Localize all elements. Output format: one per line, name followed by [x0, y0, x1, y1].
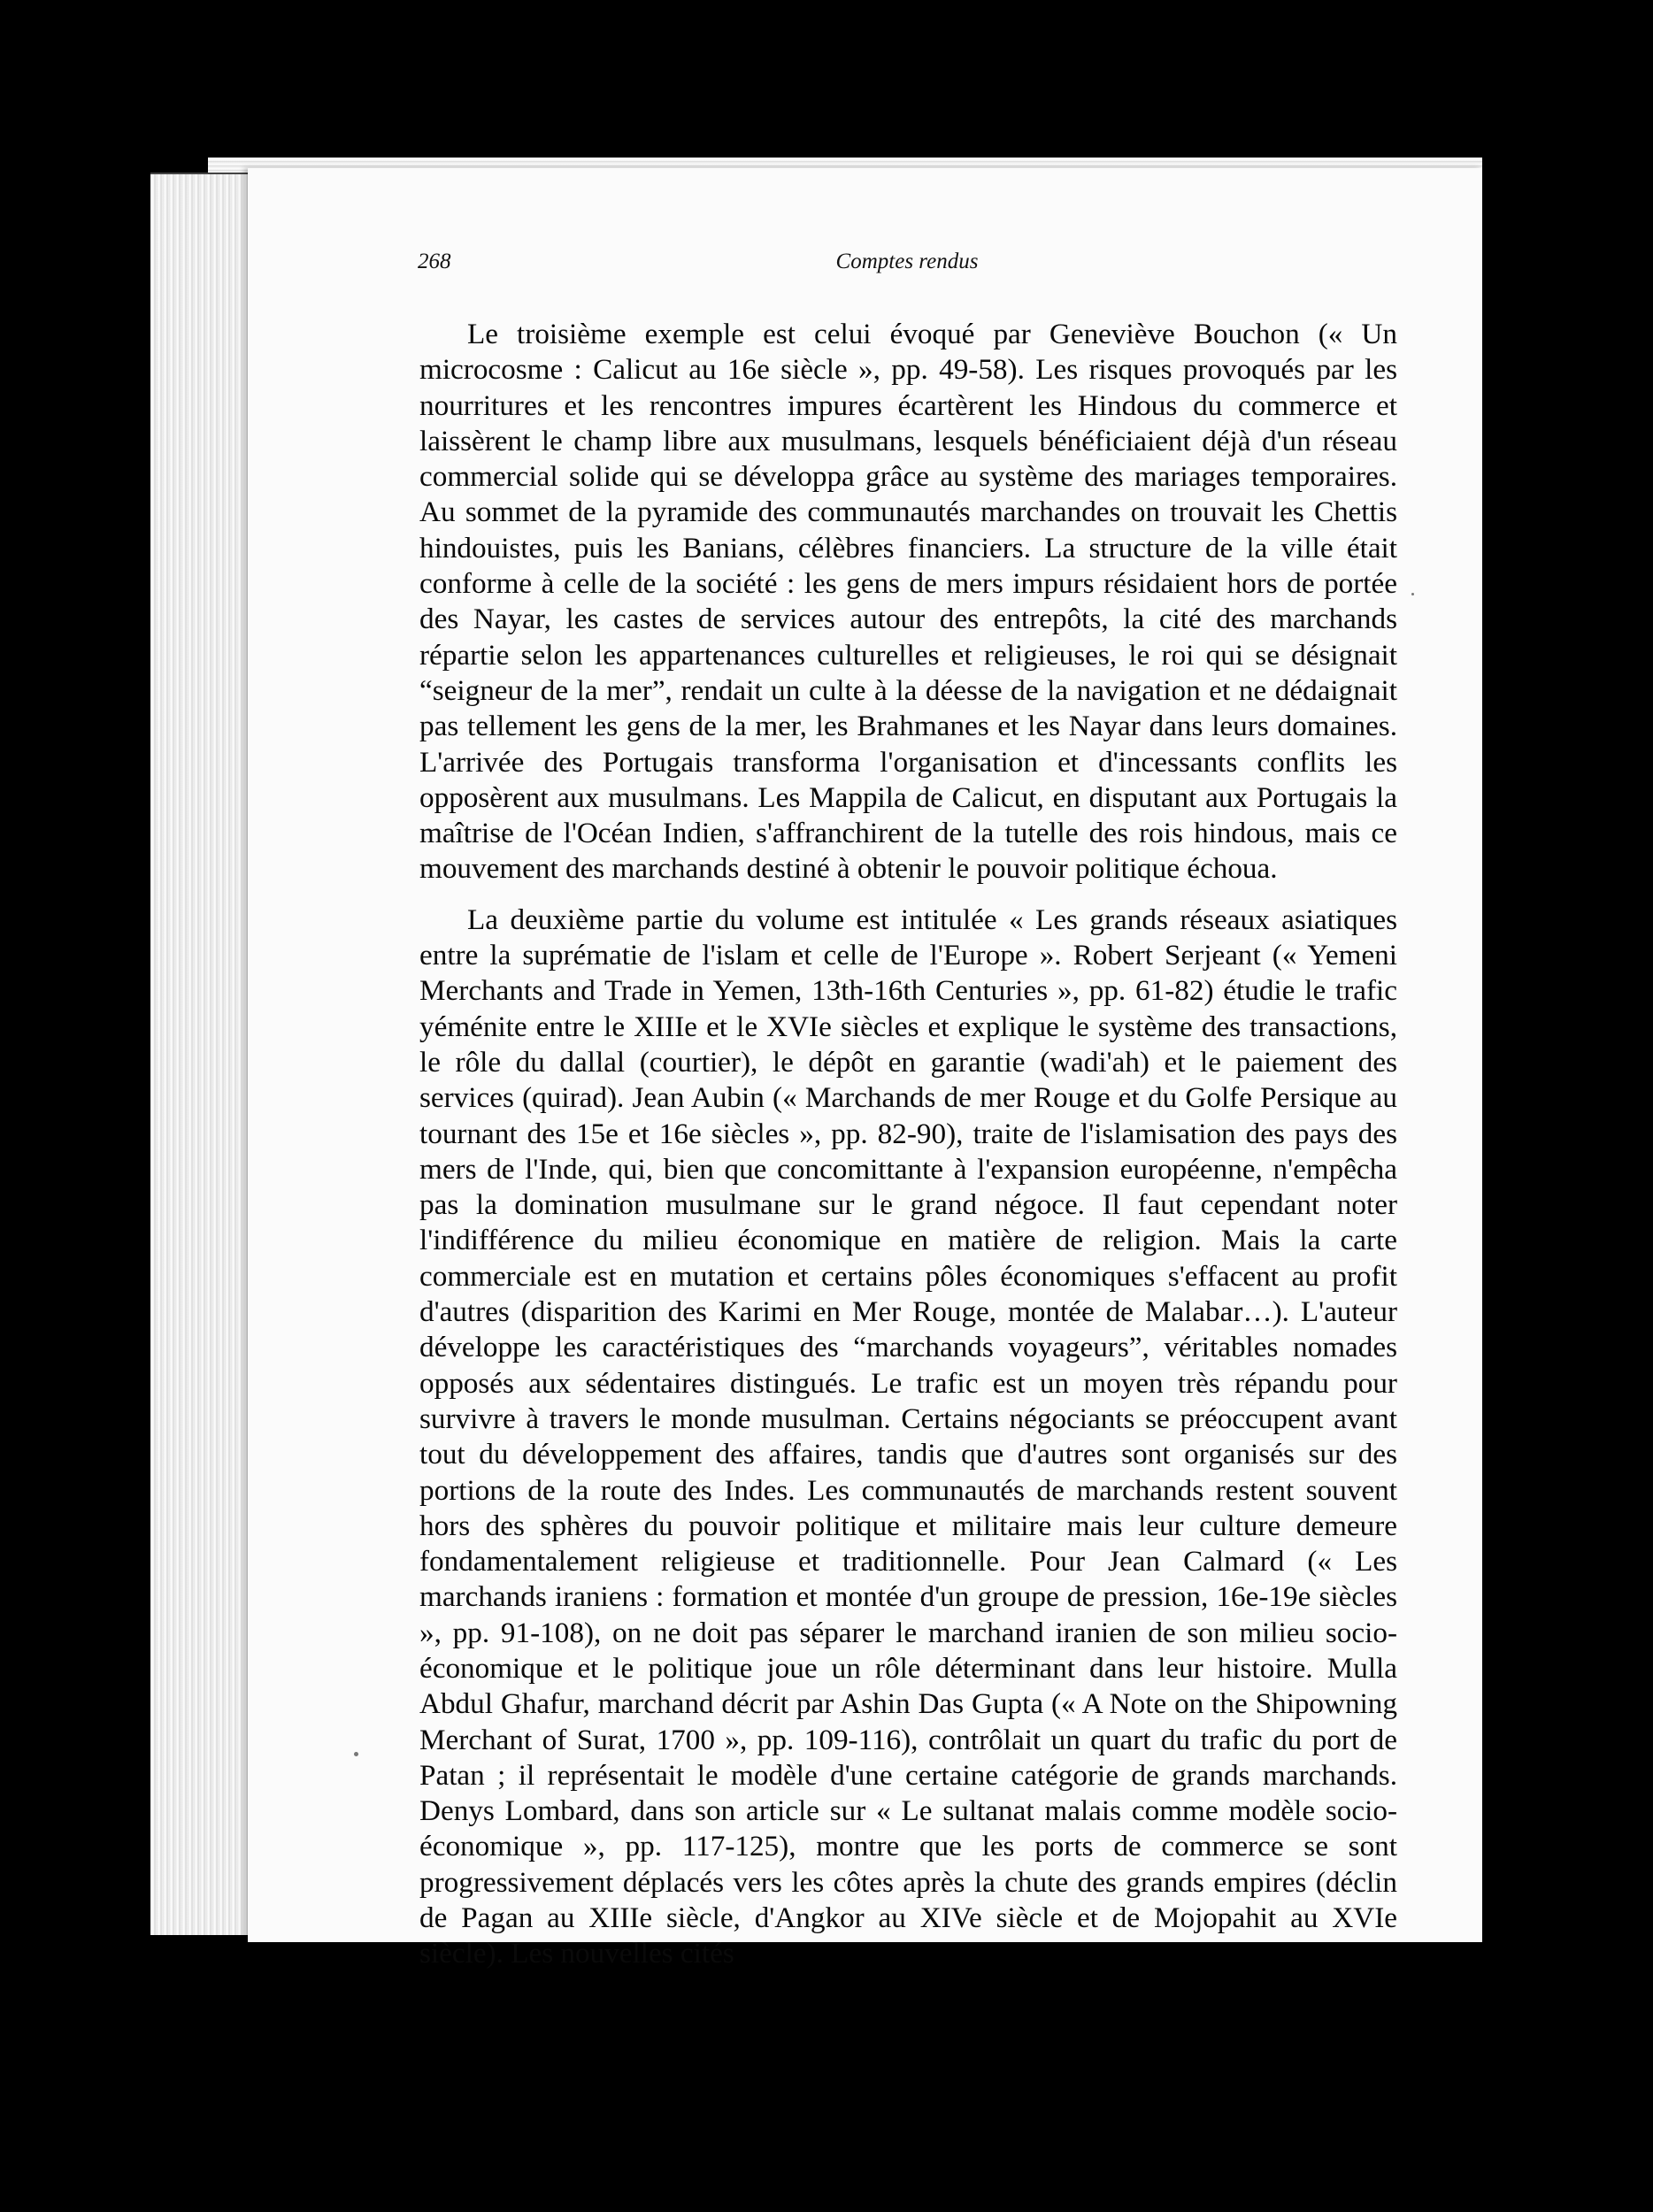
running-title: Comptes rendus — [835, 250, 979, 273]
paragraph-1: Le troisième exemple est celui évoqué par Geneviève Bouchon (« Un microcosme : Calicut au 16e siècle », pp. 49-58). Les risques provoqués par les nourritures et les rencontres impures écartèrent les Hindous du commerce et laissèrent le champ libre aux musulmans, lesquels bénéficiaient déjà d'un réseau commercial solide qui se développa grâce au système des mariages temporaires. Au sommet de la pyramide des communautés marchandes on trouvait les Chettis hindouistes, puis les Banians, célèbres financiers. La structure de la ville était conforme à celle de la société : les gens de mers impurs résidaient hors de portée des Nayar, les castes de services autour des entrepôts, la cité des marchands répartie selon les appartenances culturelles et religieuses, le roi qui se désignait “seigneur de la mer”, rendait un culte à la déesse de la navigation et ne dédaignait pas tellement les gens de la mer, les Brahmanes et les Nayar dans leurs domaines. L'arrivée des Portugais transforma l'organisation et d'incessants conflits les opposèrent aux musulmans. Les Mappila de Calicut, en disputant aux Portugais la maîtrise de l'Océan Indien, s'affranchirent de la tutelle des rois hindous, mais ce mouvement des marchands destiné à obtenir le pouvoir politique échoua. — [419, 318, 1397, 886]
paragraph-2: La deuxième partie du volume est intitulée « Les grands réseaux asiatiques entre la suprématie de l'islam et celle de l'Europe ». Robert Serjeant (« Yemeni Merchants and Trade in Yemen, 13th-16th Centuries », pp. 61-82) étudie le trafic yéménite entre le XIIIe et le XVIe siècles et explique le système des transactions, le rôle du dallal (courtier), le dépôt en garantie (wadi'ah) et le paiement des services (quirad). Jean Aubin (« Marchands de mer Rouge et du Golfe Persique au tournant des 15e et 16e siècles », pp. 82-90), traite de l'islamisation des pays des mers de l'Inde, qui, bien que concomittante à l'expansion européenne, n'empêcha pas la domination musulmane sur le grand négoce. Il faut cependant noter l'indifférence du milieu économique en matière de religion. Mais la carte commerciale est en mutation et certains pôles économiques s'effacent au profit d'autres (disparition des Karimi en Mer Rouge, montée de Malabar…). L'auteur développe les caractéristiques des “marchands voyageurs”, véritables nomades opposés aux sédentaires distingués. Le trafic est un moyen très répandu pour survivre à travers le monde musulman. Certains négociants se préoccupent avant tout du développement des affaires, tandis que d'autres sont organisés sur des portions de la route des Indes. Les communautés de marchands restent souvent hors des sphères du pouvoir politique et militaire mais leur culture demeure fondamentalement religieuse et traditionnelle. Pour Jean Calmard (« Les marchands iraniens : formation et montée d'un groupe de pression, 16e-19e siècles », pp. 91-108), on ne doit pas séparer le marchand iranien de son milieu socio-économique et le politique joue un rôle déterminant dans leur histoire. Mulla Abdul Ghafur, marchand décrit par Ashin Das Gupta (« A Note on the Shipowning Merchant of Surat, 1700 », pp. 109-116), contrôlait un quart du trafic du port de Patan ; il représentait le modèle d'une certaine catégorie de grands marchands. Denys Lombard, dans son article sur « Le sultanat malais comme modèle socio-économique », pp. 117-125), montre que les ports de commerce se sont progressivement déplacés vers les côtes après la chute des grands empires (déclin de Pagan au XIIIe siècle, d'Angkor au XIVe siècle et de Mojopahit au XVIe siècle). Les nouvelles cités — [419, 902, 1397, 1970]
paper-speck — [1411, 593, 1414, 595]
page-number: 268 — [418, 250, 451, 273]
book-page-edges — [150, 173, 257, 1935]
paper-speck — [354, 1752, 358, 1756]
body-text — [419, 317, 1397, 1972]
page-header — [418, 250, 1396, 285]
book-page — [248, 168, 1482, 1970]
